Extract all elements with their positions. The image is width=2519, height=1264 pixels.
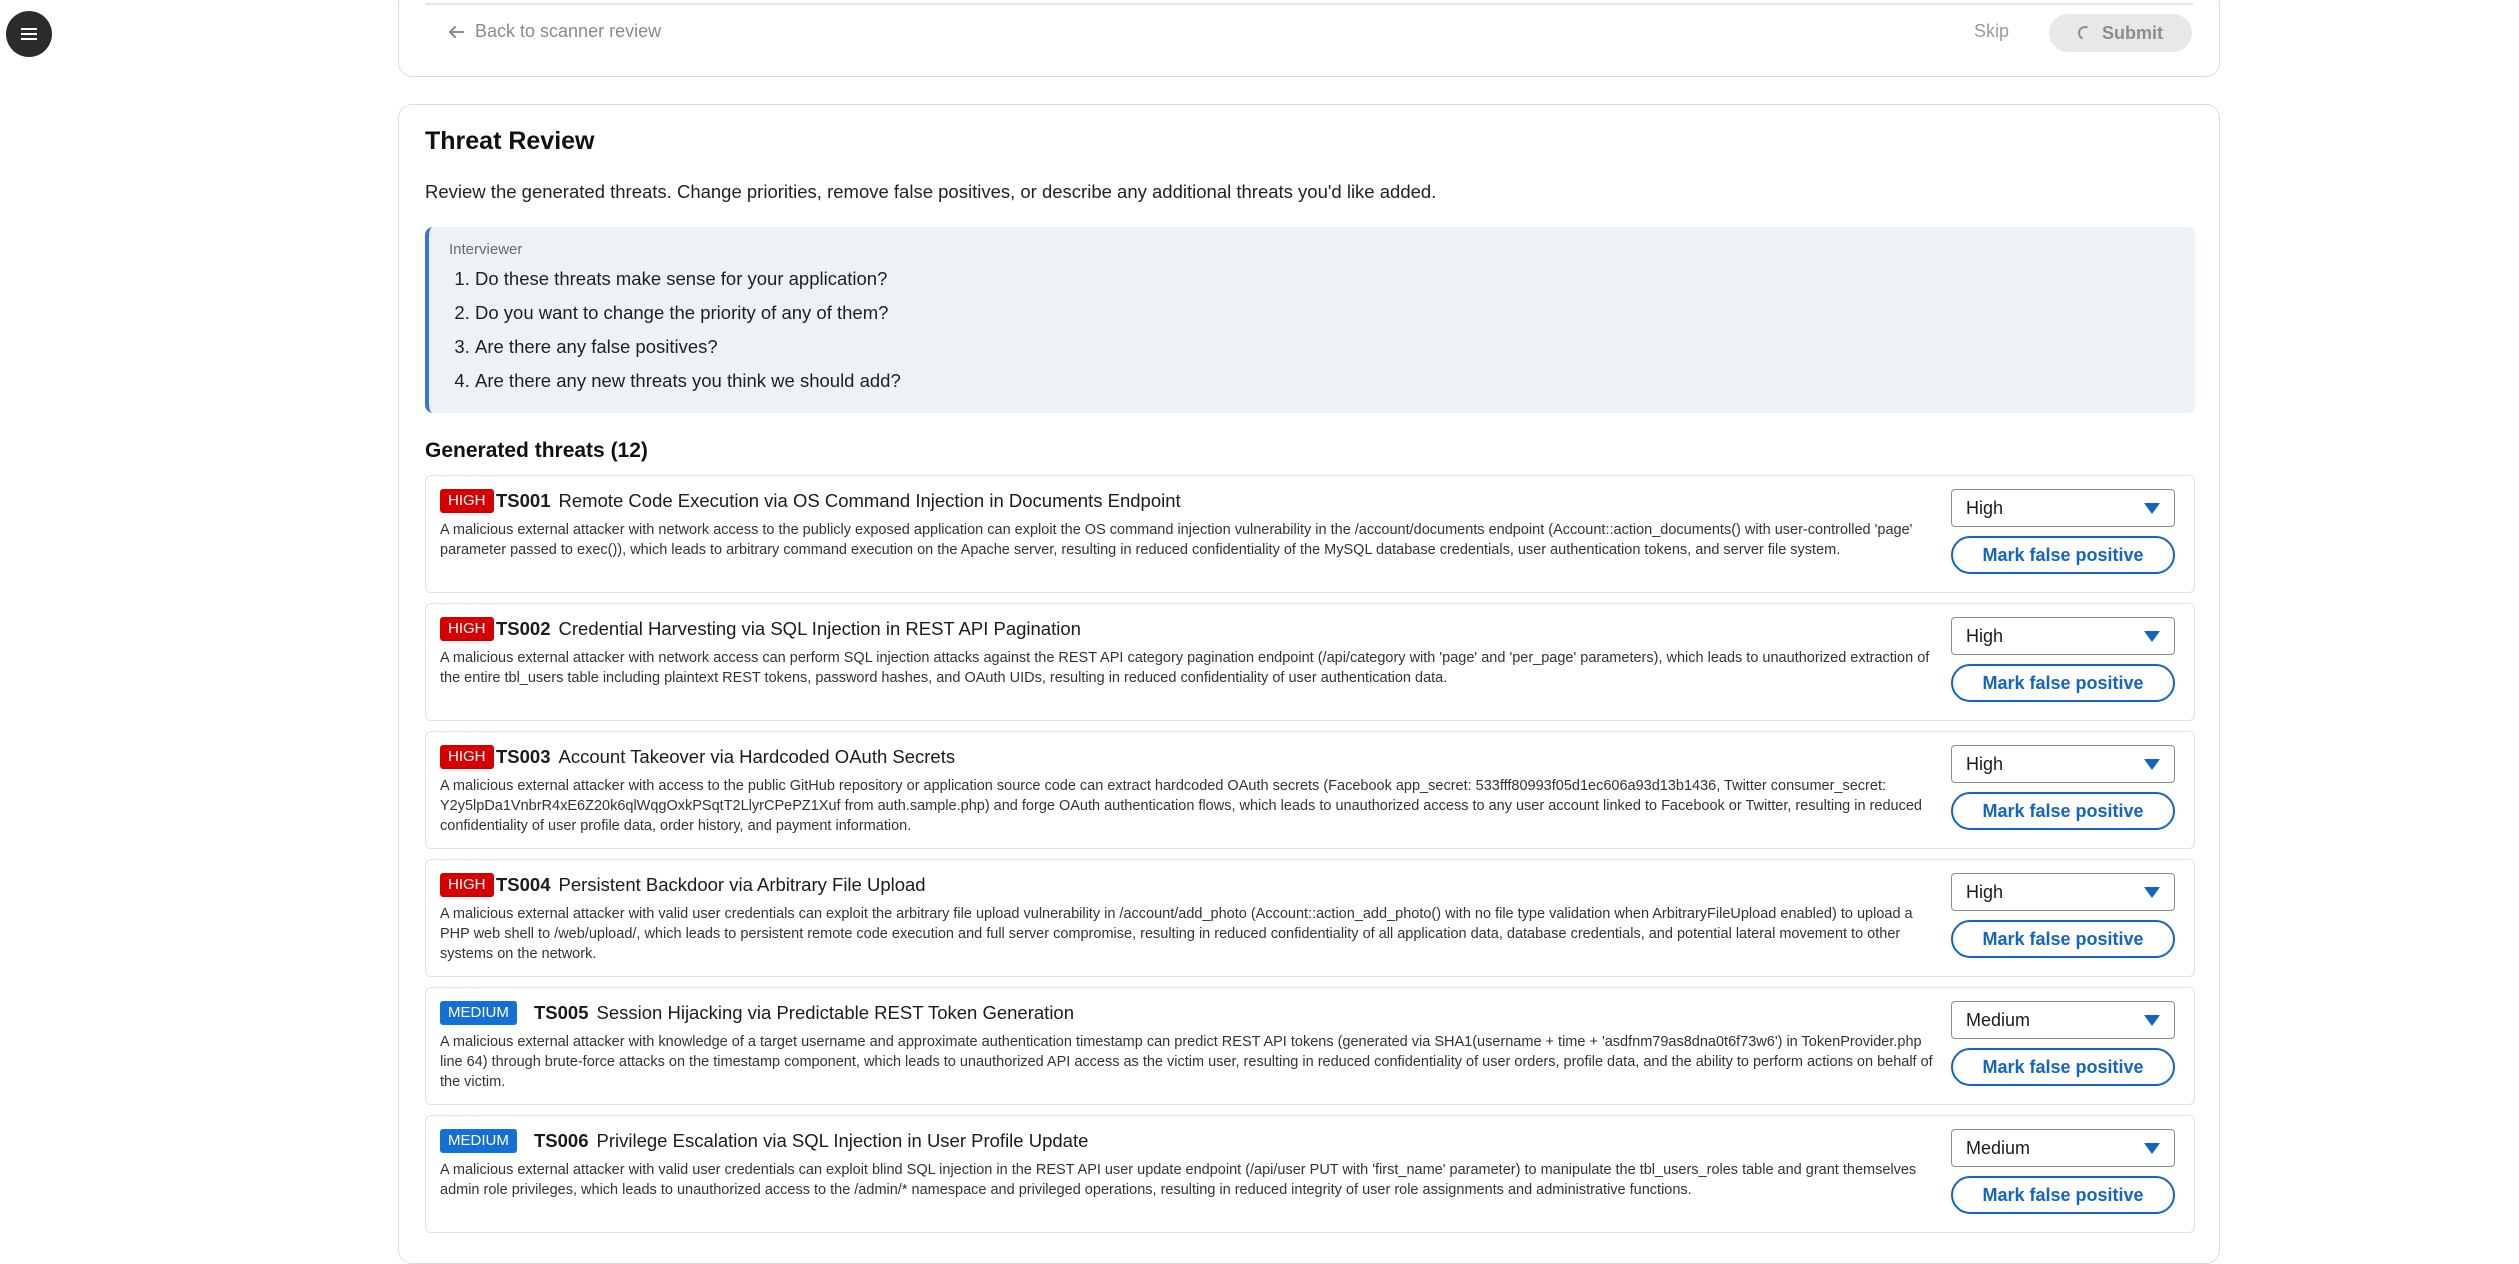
priority-value: High — [1966, 625, 2004, 646]
priority-badge: MEDIUM — [440, 1001, 517, 1025]
question-item: 3. Are there any false positives? — [475, 335, 901, 369]
mark-false-positive-button[interactable]: Mark false positive — [1951, 664, 2175, 702]
question-item: 2. Do you want to change the priority of any of them? — [475, 301, 901, 335]
interviewer-label: Interviewer — [449, 241, 523, 258]
threat-description: A malicious external attacker with access to the public GitHub repository or application source code can extract hardcoded OAuth secrets (Facebook app_secret: 533fff80993f05d1ec606a93d13b1436, Twitter consumer_secret: Y2y5lpDa1VnbrR4xE6Z20k6qlWqgOxkPSqtT2LlyrCPePZ1Xuf from auth.sample.php) and forge OAuth authentication flows, which leads to unauthorized access to any user account linked to Facebook or Twitter, resulting in reduced confidentiality of user profile data, order history, and payment information. — [440, 778, 1922, 834]
threat-card — [425, 859, 2195, 977]
generated-threats-heading: Generated threats (12) — [425, 439, 648, 462]
threat-id: TS003 — [496, 746, 551, 767]
threat-heading — [496, 489, 1181, 513]
threat-description: A malicious external attacker with valid user credentials can exploit blind SQL injection in the REST API user update endpoint (/api/user PUT with 'first_name' parameter) to manipulate the tbl_users_roles table and grant themselves admin role privileges, which leads to unauthorized access to the /admin/* namespace and privileged operations, resulting in reduced integrity of user role assignments and administrative functions. — [440, 1162, 1917, 1198]
mark-false-positive-button[interactable]: Mark false positive — [1951, 1176, 2175, 1214]
priority-select[interactable] — [1951, 489, 2175, 527]
chevron-down-icon — [2144, 759, 2160, 770]
action-bar — [398, 0, 2220, 77]
priority-badge: HIGH — [440, 873, 494, 897]
priority-select[interactable] — [1951, 873, 2175, 911]
skip-button[interactable]: Skip — [1974, 21, 2010, 41]
threat-title: Session Hijacking via Predictable REST Token Generation — [596, 1002, 1075, 1023]
priority-value: High — [1966, 881, 2004, 902]
divider — [425, 3, 2193, 5]
threat-description: A malicious external attacker with network access to the publicly exposed application can exploit the OS command injection vulnerability in the /account/documents endpoint (Account::action_documents() with user-controlled 'page' parameter passed to exec()), which leads to arbitrary command execution on the Apache server, resulting in reduced confidentiality of the MySQL database credentials, user authentication tokens, and server file system. — [440, 522, 1913, 558]
threat-card — [425, 475, 2195, 593]
priority-badge: HIGH — [440, 489, 494, 513]
threat-id: TS002 — [496, 618, 551, 639]
spinner-icon — [2076, 24, 2094, 42]
threat-card — [425, 603, 2195, 721]
threat-title: Account Takeover via Hardcoded OAuth Secrets — [558, 746, 956, 767]
menu-button[interactable] — [6, 11, 52, 57]
priority-value: Medium — [1966, 1137, 2031, 1158]
priority-select[interactable] — [1951, 1129, 2175, 1167]
threat-title: Remote Code Execution via OS Command Injection in Documents Endpoint — [558, 490, 1181, 511]
priority-select[interactable] — [1951, 1001, 2175, 1039]
priority-value: High — [1966, 497, 2004, 518]
threat-id: TS004 — [496, 874, 551, 895]
mark-false-positive-button[interactable]: Mark false positive — [1951, 1048, 2175, 1086]
back-to-scanner-review-link[interactable] — [447, 21, 661, 42]
hamburger-icon — [18, 23, 40, 45]
question-item: 4. Are there any new threats you think we should add? — [475, 369, 901, 403]
chevron-down-icon — [2144, 887, 2160, 898]
mark-false-positive-button[interactable]: Mark false positive — [1951, 536, 2175, 574]
threat-id: TS006 — [534, 1130, 589, 1151]
mark-false-positive-button[interactable]: Mark false positive — [1951, 920, 2175, 958]
chevron-down-icon — [2144, 503, 2160, 514]
threat-heading — [496, 873, 926, 897]
threat-review-card — [398, 104, 2220, 1264]
threat-description: A malicious external attacker with network access can perform SQL injection attacks against the REST API category pagination endpoint (/api/category with 'page' and 'per_page' parameters), which leads to unauthorized extraction of the entire tbl_users table including plaintext REST tokens, password hashes, and OAuth UIDs, resulting in reduced confidentiality of user authentication data. — [440, 650, 1930, 686]
interviewer-box — [425, 227, 2195, 413]
threat-heading — [534, 1001, 1074, 1025]
submit-button[interactable] — [2049, 14, 2192, 52]
chevron-down-icon — [2144, 1143, 2160, 1154]
threat-description: A malicious external attacker with valid user credentials can exploit the arbitrary file upload vulnerability in /account/add_photo (Account::action_add_photo() with no file type validation when ArbitraryFileUpload enabled) to upload a PHP web shell to /web/upload/, which leads to persistent remote code execution and full server compromise, resulting in reduced confidentiality of all application data, database credentials, and potential lateral movement to other systems on the network. — [440, 906, 1913, 962]
question-item: 1. Do these threats make sense for your application? — [475, 267, 901, 301]
threat-card — [425, 1115, 2195, 1233]
threat-card — [425, 987, 2195, 1105]
question-list — [429, 267, 901, 403]
priority-badge: MEDIUM — [440, 1129, 517, 1153]
threat-title: Persistent Backdoor via Arbitrary File Upload — [558, 874, 926, 895]
chevron-down-icon — [2144, 1015, 2160, 1026]
threat-id: TS001 — [496, 490, 551, 511]
threat-heading — [496, 617, 1081, 641]
priority-value: High — [1966, 753, 2004, 774]
page-description: Review the generated threats. Change priorities, remove false positives, or describe any additional threats you'd like added. — [425, 181, 1437, 202]
arrow-left-icon — [447, 23, 465, 41]
priority-badge: HIGH — [440, 617, 494, 641]
priority-select[interactable] — [1951, 617, 2175, 655]
threat-heading — [534, 1129, 1088, 1153]
mark-false-positive-button[interactable]: Mark false positive — [1951, 792, 2175, 830]
threat-title: Credential Harvesting via SQL Injection in REST API Pagination — [558, 618, 1081, 639]
submit-label: Submit — [2102, 22, 2163, 43]
chevron-down-icon — [2144, 631, 2160, 642]
threat-title: Privilege Escalation via SQL Injection in User Profile Update — [596, 1130, 1089, 1151]
threat-card — [425, 731, 2195, 849]
priority-select[interactable] — [1951, 745, 2175, 783]
priority-badge: HIGH — [440, 745, 494, 769]
threat-heading — [496, 745, 955, 769]
priority-value: Medium — [1966, 1009, 2031, 1030]
threat-description: A malicious external attacker with knowledge of a target username and approximate authentication timestamp can predict REST API tokens (generated via SHA1(username + time + 'asdfnm79as8dna0t6f73w6') in TokenProvider.php line 64) through brute-force attacks on the timestamp component, which leads to unauthorized API access as the victim user, resulting in reduced confidentiality of user orders, profile data, and the ability to perform actions on behalf of the victim. — [440, 1034, 1933, 1090]
back-label: Back to scanner review — [475, 21, 662, 41]
page-title: Threat Review — [425, 127, 595, 155]
threat-id: TS005 — [534, 1002, 589, 1023]
